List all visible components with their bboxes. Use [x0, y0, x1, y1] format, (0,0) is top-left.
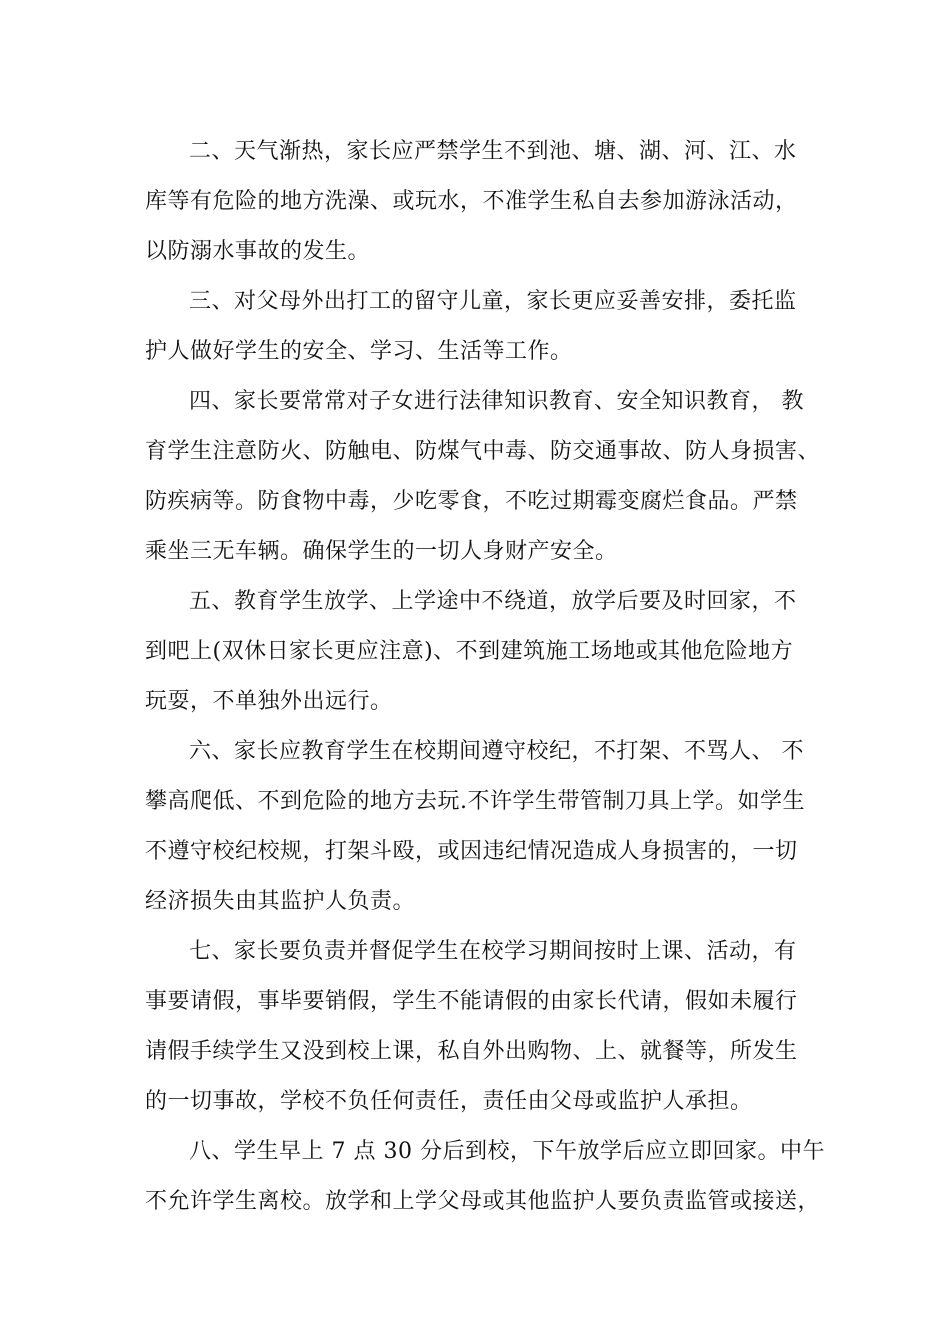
paragraph-line: 六、家长应教育学生在校期间遵守校纪，不打架、不骂人、 不: [189, 739, 804, 764]
paragraph-line: 经济损失由其监护人负责。: [145, 889, 416, 914]
paragraph-line: 玩耍，不单独外出远行。: [145, 689, 393, 714]
paragraph-line: 护人做好学生的安全、学习、生活等工作。: [145, 339, 573, 364]
paragraph-line: 防疾病等。防食物中毒，少吃零食，不吃过期霉变腐烂食品。严禁: [145, 489, 798, 514]
paragraph-line: 五、教育学生放学、上学途中不绕道，放学后要及时回家，不: [189, 589, 797, 614]
paragraph-line: 三、对父母外出打工的留守儿童，家长更应妥善安排，委托监: [189, 289, 797, 314]
paragraph-line: 的一切事故，学校不负任何责任，责任由父母或监护人承担。: [145, 1089, 753, 1114]
paragraph-4: [145, 377, 821, 577]
paragraph-8: [145, 1127, 825, 1227]
paragraph-line: 七、家长要负责并督促学生在校学习期间按时上课、活动，有: [189, 939, 797, 964]
paragraph-line: 不允许学生离校。放学和上学父母或其他监护人要负责监管或接送，: [145, 1189, 821, 1214]
paragraph-line: 育学生注意防火、防触电、防煤气中毒、防交通事故、防人身损害、: [145, 439, 821, 464]
paragraph-5: [145, 577, 815, 727]
paragraph-line: 乘坐三无车辆。确保学生的一切人身财产安全。: [145, 539, 618, 564]
paragraph-line: 到吧上(双休日家长更应注意)、不到建筑施工场地或其他危险地方: [145, 639, 794, 664]
paragraph-line: 八、学生早上 7 点 30 分后到校，下午放学后应立即回家。中午: [189, 1139, 825, 1164]
paragraph-line: 攀高爬低、不到危险的地方去玩.不许学生带管制刀具上学。如学生: [145, 789, 805, 814]
paragraph-line: 不遵守校纪校规，打架斗殴，或因违纪情况造成人身损害的，一切: [145, 839, 798, 864]
paragraph-6: [145, 727, 815, 927]
paragraph-line: 库等有危险的地方洗澡、或玩水，不准学生私自去参加游泳活动，: [145, 189, 798, 214]
paragraph-3: [145, 277, 815, 377]
paragraph-line: 请假手续学生又没到校上课，私自外出购物、上、就餐等，所发生: [145, 1039, 798, 1064]
paragraph-line: 四、家长要常常对子女进行法律知识教育、安全知识教育， 教: [189, 389, 804, 414]
paragraph-line: 二、天气渐热，家长应严禁学生不到池、塘、湖、河、江、水: [189, 139, 797, 164]
paragraph-2: [145, 127, 815, 277]
paragraph-7: [145, 927, 815, 1127]
paragraph-line: 以防溺水事故的发生。: [145, 239, 371, 264]
paragraph-line: 事要请假，事毕要销假，学生不能请假的由家长代请，假如未履行: [145, 989, 798, 1014]
